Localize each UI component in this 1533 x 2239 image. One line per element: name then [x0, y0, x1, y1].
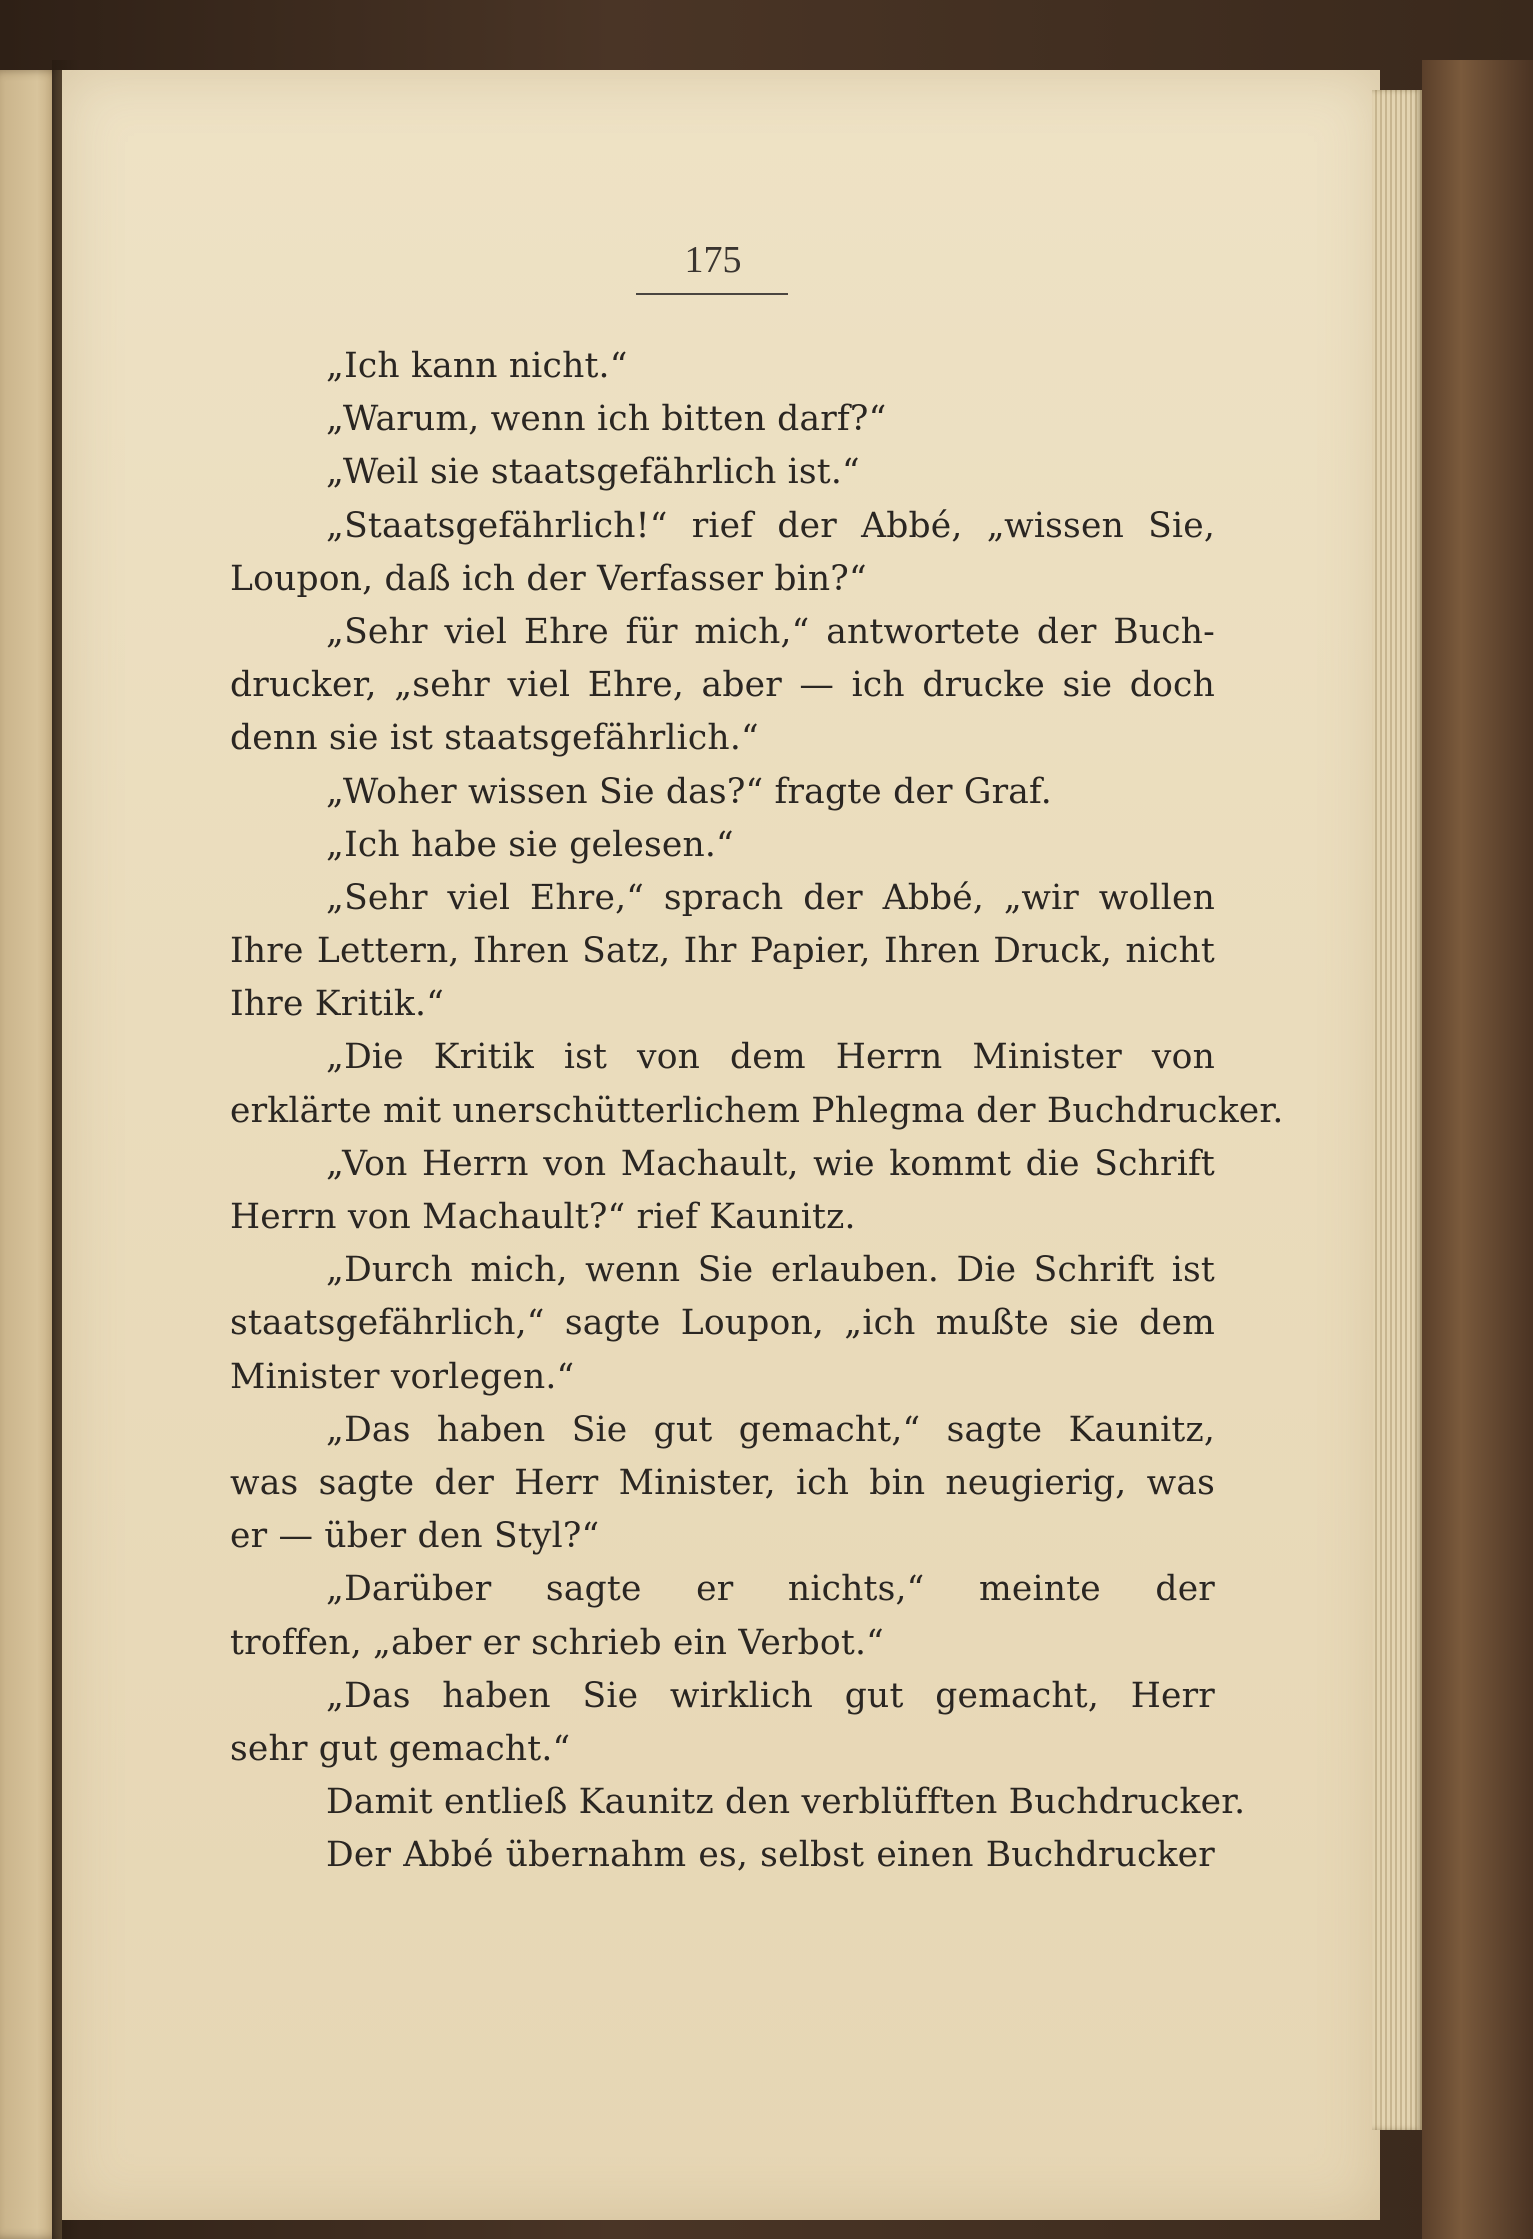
- page-number-rule: [636, 293, 788, 295]
- page-number: 175: [684, 239, 742, 281]
- body-text: [230, 340, 1284, 1882]
- text-line: was sagte der Herr Minister, ich bin neugierig, was: [230, 1462, 1215, 1503]
- text-line: sehr gut gemacht.“: [230, 1728, 571, 1769]
- text-line: „Sehr viel Ehre,“ sprach der Abbé, „wir wollen: [326, 877, 1215, 918]
- text-line: „Das haben Sie wirklich gut gemacht, Herr: [326, 1675, 1215, 1716]
- text-line: erklärte mit unerschütterlichem Phlegma der Buchdrucker.: [230, 1090, 1284, 1131]
- text-line: „Staatsgefährlich!“ rief der Abbé, „wissen Sie,: [326, 505, 1215, 546]
- text-line: „Sehr viel Ehre für mich,“ antwortete der Buch-: [326, 611, 1215, 652]
- text-line: Herrn von Machault?“ rief Kaunitz.: [230, 1197, 856, 1237]
- text-line: drucker, „sehr viel Ehre, aber — ich drucke sie doch: [230, 665, 1215, 706]
- text-line: „Die Kritik ist von dem Herrn Minister von: [326, 1037, 1215, 1078]
- text-line: „Ich habe sie gelesen.“: [326, 824, 734, 865]
- text-line: „Woher wissen Sie das?“ fragte der Graf.: [326, 771, 1052, 812]
- text-line: denn sie ist staatsgefährlich.“: [230, 718, 759, 759]
- text-line: Loupon, daß ich der Verfasser bin?“: [230, 558, 867, 599]
- text-line: Ihre Kritik.“: [230, 984, 445, 1025]
- text-line: staatsgefährlich,“ sagte Loupon, „ich mußte sie dem: [230, 1303, 1215, 1344]
- text-line: „Weil sie staatsgefährlich ist.“: [326, 452, 860, 493]
- text-line: „Warum, wenn ich bitten darf?“: [326, 399, 887, 440]
- text-line: „Ich kann nicht.“: [326, 346, 628, 386]
- text-line: troffen, „aber er schrieb ein Verbot.“: [230, 1622, 884, 1663]
- text-line: Damit entließ Kaunitz den verblüfften Buchdrucker.: [326, 1782, 1246, 1823]
- text-line: Ihre Lettern, Ihren Satz, Ihr Papier, Ihren Druck, nicht: [230, 931, 1215, 972]
- text-line: „Durch mich, wenn Sie erlauben. Die Schrift ist: [326, 1250, 1215, 1291]
- text-line: „Von Herrn von Machault, wie kommt die Schrift: [326, 1143, 1215, 1184]
- text-line: er — über den Styl?“: [230, 1516, 600, 1557]
- text-line: „Das haben Sie gut gemacht,“ sagte Kaunitz,: [326, 1409, 1215, 1450]
- text-line: Minister vorlegen.“: [230, 1356, 575, 1397]
- text-line: „Darüber sagte er nichts,“ meinte der: [326, 1569, 1215, 1610]
- page-edges: [1372, 90, 1422, 2130]
- book-cover-edge: [1422, 60, 1533, 2239]
- text-line: Der Abbé übernahm es, selbst einen Buchdrucker: [326, 1835, 1215, 1876]
